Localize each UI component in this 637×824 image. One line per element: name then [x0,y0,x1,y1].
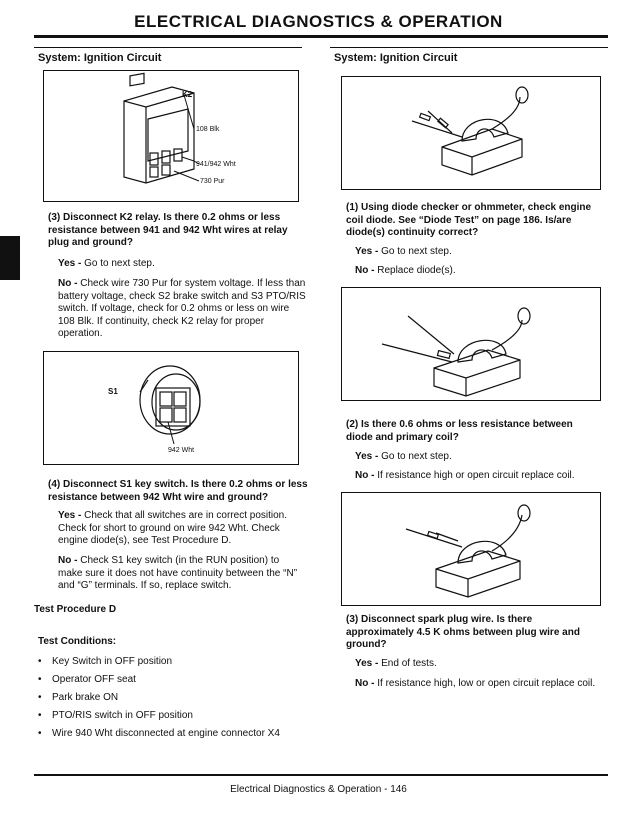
right-step-1-question: (1) Using diode checker or ohmmeter, check engine coil diode. See “Diode Test” on page 186. Is/are diode(s) continuity correct? [346,202,592,238]
wire-942-wht-label: 942 Wht [168,447,195,454]
s1-key-switch-figure [43,351,299,465]
k2-label: K2 [182,90,193,99]
list-item: • PTO/RIS switch in OFF position [36,710,316,728]
right-step-3-no: No - If resistance high, low or open circuit replace coil. [355,678,596,689]
s1-key-switch-illustration [44,352,298,464]
k2-relay-illustration [44,71,298,201]
test-procedure-heading: Test Procedure D [34,604,117,615]
test-conditions-list [36,656,316,746]
ignition-coil-illustration-1 [342,77,600,189]
right-step-2-yes: Yes - Go to next step. [355,451,452,462]
right-system-title: System: Ignition Circuit [334,52,458,64]
footer-rule [34,774,608,776]
right-step-3-yes: Yes - End of tests. [355,658,437,669]
left-step-3-question: (3) Disconnect K2 relay. Is there 0.2 ohms or less resistance between 941 and 942 Wht wires at relay plug and ground? [48,212,288,248]
right-step-2-no: No - If resistance high or open circuit replace coil. [355,470,575,481]
wire-941-942-wht-label: 941/942 Wht [196,161,236,168]
right-column-rule [330,47,608,48]
left-step-4-no: No - Check S1 key switch (in the RUN position) to make sure it does not have continuity between the “N” and “G” terminals. If so, replace switch. [58,555,298,591]
left-system-title: System: Ignition Circuit [38,52,162,64]
test-conditions-heading: Test Conditions: [38,636,117,647]
right-step-2-question: (2) Is there 0.6 ohms or less resistance between diode and primary coil? [346,419,573,443]
section-tab-marker [0,236,20,280]
page-header-title: ELECTRICAL DIAGNOSTICS & OPERATION [134,12,503,31]
left-column-rule [34,47,302,48]
page-footer: Electrical Diagnostics & Operation - 146 [230,784,407,795]
k2-relay-figure [43,70,299,202]
list-item: • Operator OFF seat [36,674,316,692]
right-step-3-question: (3) Disconnect spark plug wire. Is there approximately 4.5 K ohms between plug wire and ground? [346,614,580,650]
wire-730-pur-label: 730 Pur [200,178,225,185]
ignition-coil-illustration-3 [342,493,600,605]
spark-plug-wire-figure [341,492,601,606]
left-step-4-question: (4) Disconnect S1 key switch. Is there 0.2 ohms or less resistance between 942 Wht wire and ground? [48,479,308,503]
ignition-coil-illustration-2 [342,288,600,400]
list-item: • Wire 940 Wht disconnected at engine connector X4 [36,728,316,746]
list-item: • Park brake ON [36,692,316,710]
header-rule [34,35,608,38]
left-step-3-no: No - Check wire 730 Pur for system voltage. If less than battery voltage, check S2 brake switch and S3 PTO/RIS switch. If voltage, check for 0.2 ohms or less on wire 108 Blk. If continuity, check K2 relay for proper operation. [58,278,306,339]
list-item: • Key Switch in OFF position [36,656,316,674]
diode-check-figure [341,76,601,190]
right-step-1-yes: Yes - Go to next step. [355,246,452,257]
s1-label: S1 [108,387,118,396]
right-step-1-no: No - Replace diode(s). [355,265,456,276]
wire-108-blk-label: 108 Blk [196,126,220,133]
left-step-3-yes: Yes - Go to next step. [58,258,155,269]
primary-coil-figure [341,287,601,401]
left-step-4-yes: Yes - Check that all switches are in correct position. Check for short to ground on wire 942 Wht. Check engine diode(s), see Test Procedure D. [58,510,288,546]
